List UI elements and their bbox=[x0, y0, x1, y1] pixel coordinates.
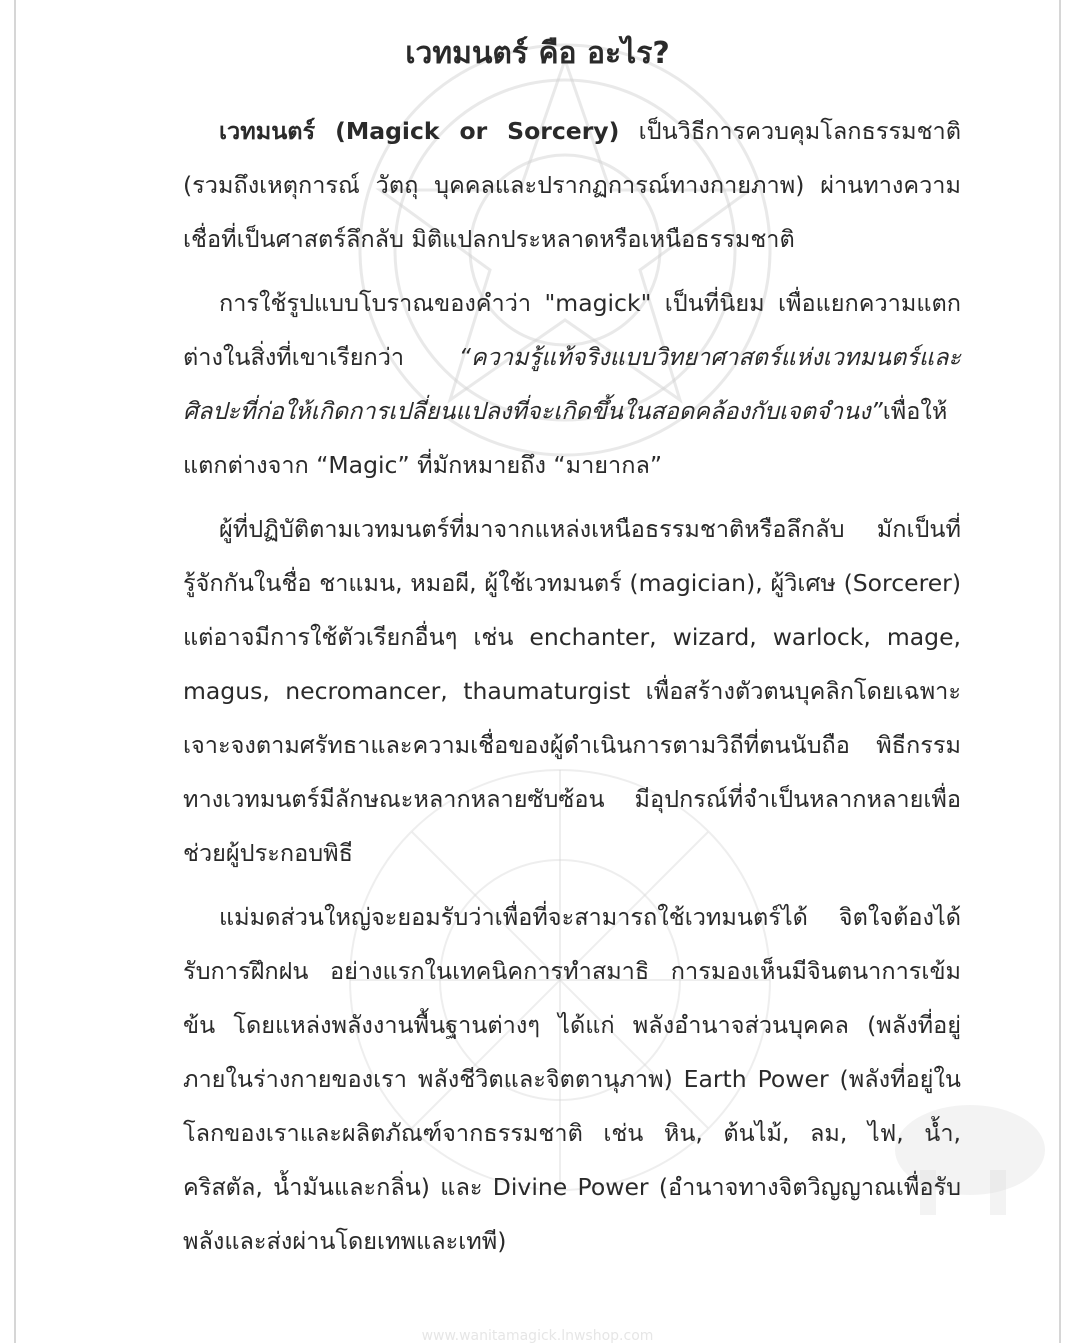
page-title: เวทมนตร์ คือ อะไร? bbox=[405, 36, 670, 71]
paragraph-2 bbox=[183, 276, 961, 492]
document-body bbox=[183, 104, 961, 1278]
paragraph-2-part1: การใช้รูปแบบโบราณของคำว่า "magick" เป็นที่นิยม เพื่อแยกความแตกต่างในสิ่งที่เขาเรียกว่า bbox=[183, 289, 961, 371]
paragraph-1-lead: เวทมนตร์ (Magick or Sorcery) bbox=[219, 117, 620, 145]
paragraph-4: แม่มดส่วนใหญ่จะยอมรับว่าเพื่อที่จะสามารถใช้เวทมนตร์ได้ จิตใจต้องได้รับการฝึกฝน อย่างแรกในเทคนิคการทำสมาธิ การมองเห็นมีจินตนาการเข้มข้น โดยแหล่งพลังงานพื้นฐานต่างๆ ได้แก่ พลังอำนาจส่วนบุคคล (พลังที่อยู่ภายในร่างกายของเรา พลังชีวิตและจิตตานุภาพ) Earth Power (พลังที่อยู่ในโลกของเราและผลิตภัณฑ์จากธรรมชาติ เช่น หิน, ต้นไม้, ลม, ไฟ, น้ำ, คริสตัล, น้ำมันและกลิ่น) และ Divine Power (อำนาจทางจิตวิญญาณเพื่อรับพลังและส่งผ่านโดยเทพและเทพี) bbox=[183, 903, 961, 1255]
page-edge-right bbox=[1059, 0, 1061, 1343]
paragraph-2-italic-quote: “ความรู้แท้จริงแบบวิทยาศาสตร์แห่งเวทมนตร์และศิลปะที่ก่อให้เกิดการเปลี่ยนแปลงที่จะเกิดขึ้นในสอดคล้องกับเจตจำนง” bbox=[183, 343, 961, 425]
paragraph-1 bbox=[183, 104, 961, 266]
footer-url: www.wanitamagick.lnwshop.com bbox=[421, 1328, 654, 1343]
page-edge-left bbox=[14, 0, 16, 1343]
paragraph-1-text: เป็นวิธีการควบคุมโลกธรรมชาติ (รวมถึงเหตุการณ์ วัตถุ บุคคลและปรากฏการณ์ทางกายภาพ) ผ่านทางความเชื่อที่เป็นศาสตร์ลึกลับ มิติแปลกประหลาดหรือเหนือธรรมชาติ bbox=[183, 117, 962, 253]
paragraph-2-part2: เพื่อให้แตกต่างจาก “Magic” ที่มักหมายถึง “มายากล” bbox=[183, 397, 948, 479]
paragraph-3: ผู้ที่ปฏิบัติตามเวทมนตร์ที่มาจากแหล่งเหนือธรรมชาติหรือลึกลับ มักเป็นที่รู้จักกันในชื่อ ชาแมน, หมอผี, ผู้ใช้เวทมนตร์ (magician), ผู้วิเศษ (Sorcerer) แต่อาจมีการใช้ตัวเรียกอื่นๆ เช่น enchanter, wizard, warlock, mage, magus, necromancer, thaumaturgist เพื่อสร้างตัวตนบุคลิกโดยเฉพาะเจาะจงตามศรัทธาและความเชื่อของผู้ดำเนินการตามวิถีที่ตนนับถือ พิธีกรรมทางเวทมนตร์มีลักษณะหลากหลายซับซ้อน มีอุปกรณ์ที่จำเป็นหลากหลายเพื่อช่วยผู้ประกอบพิธี bbox=[183, 515, 961, 867]
